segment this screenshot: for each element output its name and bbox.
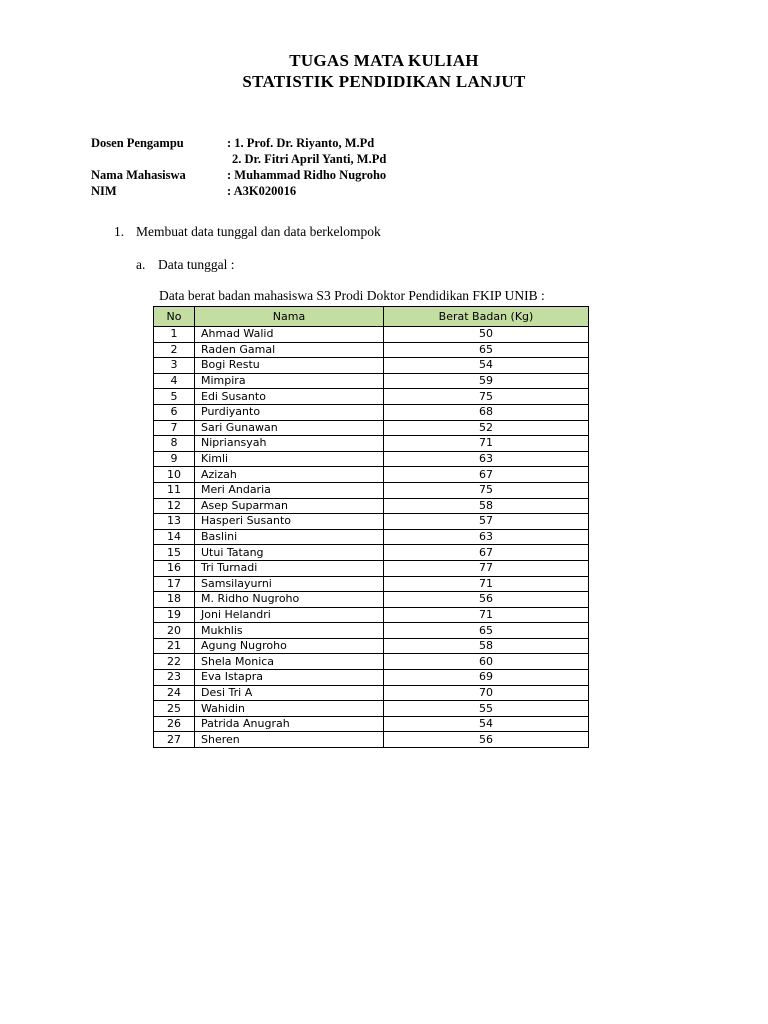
cell-berat-badan: 71 (384, 436, 589, 452)
table-row (154, 654, 589, 670)
cell-berat-badan: 69 (384, 670, 589, 686)
cell-no: 3 (154, 358, 195, 374)
cell-no: 25 (154, 701, 195, 717)
cell-nama: Sheren (195, 732, 384, 748)
cell-nama: Purdiyanto (195, 404, 384, 420)
cell-no: 1 (154, 327, 195, 343)
cell-nama: Meri Andaria (195, 482, 384, 498)
cell-nama: Mimpira (195, 373, 384, 389)
cell-no: 8 (154, 436, 195, 452)
table-row (154, 638, 589, 654)
cell-berat-badan: 70 (384, 685, 589, 701)
table-row (154, 560, 589, 576)
cell-berat-badan: 63 (384, 529, 589, 545)
table-row (154, 670, 589, 686)
cell-berat-badan: 59 (384, 373, 589, 389)
cell-nama: Ahmad Walid (195, 327, 384, 343)
table-row (154, 607, 589, 623)
table-row (154, 436, 589, 452)
cell-berat-badan: 54 (384, 358, 589, 374)
list-item-1-number: 1. (114, 224, 125, 239)
cell-nama: Agung Nugroho (195, 638, 384, 654)
table-row (154, 373, 589, 389)
cell-nama: Kimli (195, 451, 384, 467)
table-caption: Data berat badan mahasiswa S3 Prodi Doktor Pendidikan FKIP UNIB : (159, 288, 545, 303)
cell-berat-badan: 75 (384, 389, 589, 405)
list-item-1-text: Membuat data tunggal dan data berkelompok (136, 224, 381, 239)
cell-no: 15 (154, 545, 195, 561)
table-row (154, 389, 589, 405)
dosen-value-2: 2. Dr. Fitri April Yanti, M.Pd (232, 152, 387, 166)
table-row (154, 342, 589, 358)
cell-no: 26 (154, 716, 195, 732)
table-row (154, 545, 589, 561)
cell-no: 24 (154, 685, 195, 701)
cell-nama: M. Ridho Nugroho (195, 592, 384, 608)
cell-berat-badan: 54 (384, 716, 589, 732)
list-item-a-letter: a. (136, 257, 146, 272)
table-row (154, 732, 589, 748)
cell-berat-badan: 60 (384, 654, 589, 670)
table-row (154, 576, 589, 592)
nim-label: NIM (91, 184, 117, 198)
cell-nama: Joni Helandri (195, 607, 384, 623)
cell-berat-badan: 77 (384, 560, 589, 576)
title-line-1: TUGAS MATA KULIAH (289, 51, 479, 70)
table-header-row (154, 307, 589, 327)
cell-berat-badan: 55 (384, 701, 589, 717)
cell-nama: Samsilayurni (195, 576, 384, 592)
cell-nama: Hasperi Susanto (195, 514, 384, 530)
table-row (154, 529, 589, 545)
cell-nama: Shela Monica (195, 654, 384, 670)
cell-nama: Baslini (195, 529, 384, 545)
table-row (154, 420, 589, 436)
cell-berat-badan: 58 (384, 498, 589, 514)
cell-berat-badan: 71 (384, 607, 589, 623)
cell-no: 27 (154, 732, 195, 748)
weight-table (153, 306, 589, 748)
header-no: No (154, 307, 195, 327)
cell-berat-badan: 71 (384, 576, 589, 592)
table-row (154, 327, 589, 343)
cell-nama: Mukhlis (195, 623, 384, 639)
table-row (154, 701, 589, 717)
cell-no: 14 (154, 529, 195, 545)
table-row (154, 685, 589, 701)
cell-berat-badan: 56 (384, 732, 589, 748)
cell-nama: Utui Tatang (195, 545, 384, 561)
cell-no: 18 (154, 592, 195, 608)
dosen-value-1: : 1. Prof. Dr. Riyanto, M.Pd (227, 136, 375, 150)
cell-berat-badan: 67 (384, 467, 589, 483)
cell-no: 21 (154, 638, 195, 654)
table-row (154, 451, 589, 467)
cell-no: 11 (154, 482, 195, 498)
cell-no: 23 (154, 670, 195, 686)
cell-no: 16 (154, 560, 195, 576)
cell-no: 7 (154, 420, 195, 436)
cell-no: 9 (154, 451, 195, 467)
cell-no: 22 (154, 654, 195, 670)
cell-no: 19 (154, 607, 195, 623)
cell-no: 13 (154, 514, 195, 530)
table-row (154, 404, 589, 420)
list-item-a-text: Data tunggal : (158, 257, 235, 272)
table-row (154, 498, 589, 514)
cell-nama: Tri Turnadi (195, 560, 384, 576)
table-row (154, 467, 589, 483)
nama-value: : Muhammad Ridho Nugroho (227, 168, 387, 182)
cell-nama: Edi Susanto (195, 389, 384, 405)
title-line-2: STATISTIK PENDIDIKAN LANJUT (242, 72, 526, 91)
cell-berat-badan: 52 (384, 420, 589, 436)
dosen-label: Dosen Pengampu (91, 136, 184, 150)
cell-berat-badan: 68 (384, 404, 589, 420)
cell-nama: Nipriansyah (195, 436, 384, 452)
cell-nama: Asep Suparman (195, 498, 384, 514)
cell-nama: Sari Gunawan (195, 420, 384, 436)
cell-nama: Bogi Restu (195, 358, 384, 374)
cell-nama: Azizah (195, 467, 384, 483)
table-row (154, 482, 589, 498)
cell-nama: Eva Istapra (195, 670, 384, 686)
cell-no: 5 (154, 389, 195, 405)
cell-berat-badan: 63 (384, 451, 589, 467)
cell-berat-badan: 65 (384, 342, 589, 358)
cell-no: 6 (154, 404, 195, 420)
cell-berat-badan: 67 (384, 545, 589, 561)
nim-value: : A3K020016 (227, 184, 297, 198)
cell-no: 2 (154, 342, 195, 358)
table-row (154, 623, 589, 639)
cell-berat-badan: 75 (384, 482, 589, 498)
cell-berat-badan: 58 (384, 638, 589, 654)
table-row (154, 716, 589, 732)
table-row (154, 592, 589, 608)
table-row (154, 358, 589, 374)
cell-nama: Wahidin (195, 701, 384, 717)
cell-berat-badan: 57 (384, 514, 589, 530)
cell-berat-badan: 65 (384, 623, 589, 639)
cell-no: 17 (154, 576, 195, 592)
nama-label: Nama Mahasiswa (91, 168, 186, 182)
header-berat-badan: Berat Badan (Kg) (384, 307, 589, 327)
cell-nama: Patrida Anugrah (195, 716, 384, 732)
cell-nama: Desi Tri A (195, 685, 384, 701)
cell-no: 20 (154, 623, 195, 639)
cell-no: 4 (154, 373, 195, 389)
table-row (154, 514, 589, 530)
cell-no: 12 (154, 498, 195, 514)
cell-no: 10 (154, 467, 195, 483)
cell-berat-badan: 50 (384, 327, 589, 343)
cell-nama: Raden Gamal (195, 342, 384, 358)
cell-berat-badan: 56 (384, 592, 589, 608)
header-nama: Nama (195, 307, 384, 327)
